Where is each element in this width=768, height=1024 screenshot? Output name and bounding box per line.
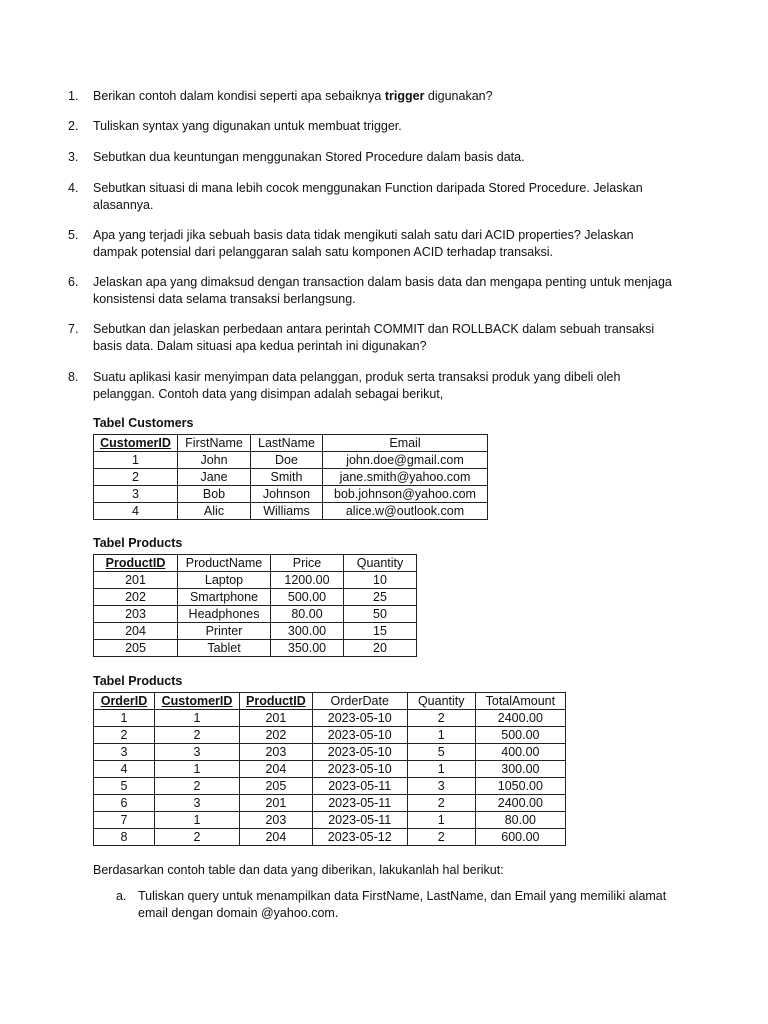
- products-table-caption: Tabel Products: [93, 536, 183, 550]
- table-cell: 1: [407, 761, 475, 778]
- instruction-text: Berdasarkan contoh table dan data yang diberikan, lakukanlah hal berikut:: [93, 863, 504, 877]
- table-cell: 5: [407, 744, 475, 761]
- table-cell: alice.w@outlook.com: [323, 503, 488, 520]
- question-number: 4.: [68, 181, 79, 195]
- column-header: Email: [323, 435, 488, 452]
- table-header-row: [94, 435, 488, 452]
- table-cell: 1: [407, 812, 475, 829]
- question-text: Tuliskan syntax yang digunakan untuk membuat trigger.: [93, 119, 402, 133]
- table-row: [94, 486, 488, 503]
- question-number: 5.: [68, 228, 79, 242]
- table-row: [94, 829, 566, 846]
- table-cell: 204: [240, 761, 313, 778]
- table-cell: 50: [344, 606, 417, 623]
- table-cell: 201: [94, 572, 178, 589]
- table-cell: john.doe@gmail.com: [323, 452, 488, 469]
- table-row: [94, 795, 566, 812]
- table-row: [94, 778, 566, 795]
- question-8: [68, 369, 673, 403]
- table-cell: Smith: [251, 469, 323, 486]
- table-cell: 205: [240, 778, 313, 795]
- table-cell: 2023-05-11: [312, 778, 407, 795]
- customers-table: [93, 434, 488, 520]
- table-cell: 20: [344, 640, 417, 657]
- table-cell: 10: [344, 572, 417, 589]
- table-cell: 5: [94, 778, 155, 795]
- customers-table-caption: Tabel Customers: [93, 416, 194, 430]
- column-header: FirstName: [178, 435, 251, 452]
- question-text: Jelaskan apa yang dimaksud dengan transaction dalam basis data dan mengapa penting untuk menjaga konsistensi data selama transaksi berlangsung.: [93, 275, 672, 306]
- table-cell: 3: [407, 778, 475, 795]
- table-cell: 15: [344, 623, 417, 640]
- question-text: Sebutkan dua keuntungan menggunakan Stored Procedure dalam basis data.: [93, 150, 525, 164]
- table-row: [94, 503, 488, 520]
- table-cell: 4: [94, 503, 178, 520]
- column-header: CustomerID: [94, 435, 178, 452]
- column-header: Price: [271, 555, 344, 572]
- table-cell: 2: [155, 727, 240, 744]
- table-cell: 2023-05-10: [312, 710, 407, 727]
- column-header: LastName: [251, 435, 323, 452]
- table-cell: 1: [94, 710, 155, 727]
- table-cell: 300.00: [475, 761, 565, 778]
- table-cell: 2023-05-10: [312, 744, 407, 761]
- table-cell: 205: [94, 640, 178, 657]
- subtask-label: a.: [116, 889, 127, 903]
- table-cell: 204: [240, 829, 313, 846]
- table-cell: 204: [94, 623, 178, 640]
- table-header-row: [94, 555, 417, 572]
- question-text: digunakan?: [424, 89, 493, 103]
- table-row: [94, 727, 566, 744]
- products-table: [93, 554, 417, 657]
- table-cell: 2: [407, 829, 475, 846]
- table-cell: 1: [155, 710, 240, 727]
- table-row: [94, 572, 417, 589]
- table-cell: 80.00: [475, 812, 565, 829]
- table-cell: 202: [240, 727, 313, 744]
- table-cell: 203: [240, 812, 313, 829]
- table-row: [94, 606, 417, 623]
- table-cell: 1: [155, 761, 240, 778]
- table-cell: Alic: [178, 503, 251, 520]
- table-cell: John: [178, 452, 251, 469]
- table-cell: 6: [94, 795, 155, 812]
- table-row: [94, 710, 566, 727]
- table-cell: 203: [240, 744, 313, 761]
- column-header: ProductID: [94, 555, 178, 572]
- table-cell: 1200.00: [271, 572, 344, 589]
- column-header: OrderDate: [312, 693, 407, 710]
- table-cell: Laptop: [178, 572, 271, 589]
- column-header: Quantity: [407, 693, 475, 710]
- question-2: [68, 118, 673, 135]
- table-cell: 201: [240, 795, 313, 812]
- table-row: [94, 640, 417, 657]
- table-cell: bob.johnson@yahoo.com: [323, 486, 488, 503]
- column-header: OrderID: [94, 693, 155, 710]
- question-number: 2.: [68, 119, 79, 133]
- column-header: TotalAmount: [475, 693, 565, 710]
- table-cell: 201: [240, 710, 313, 727]
- table-row: [94, 589, 417, 606]
- table-cell: 1: [407, 727, 475, 744]
- table-cell: 80.00: [271, 606, 344, 623]
- table-cell: 2023-05-11: [312, 795, 407, 812]
- table-cell: Headphones: [178, 606, 271, 623]
- table-cell: 2023-05-12: [312, 829, 407, 846]
- table-cell: 2023-05-10: [312, 761, 407, 778]
- table-cell: 500.00: [271, 589, 344, 606]
- table-cell: 2400.00: [475, 795, 565, 812]
- table-cell: Johnson: [251, 486, 323, 503]
- column-header: ProductName: [178, 555, 271, 572]
- question-7: [68, 321, 673, 355]
- question-text: Sebutkan situasi di mana lebih cocok menggunakan Function daripada Stored Procedure. Jelaskan alasannya.: [93, 181, 643, 212]
- table-cell: 3: [155, 795, 240, 812]
- table-cell: Doe: [251, 452, 323, 469]
- table-cell: 3: [94, 486, 178, 503]
- table-cell: 2: [94, 727, 155, 744]
- question-3: [68, 149, 673, 166]
- table-cell: Tablet: [178, 640, 271, 657]
- column-header: Quantity: [344, 555, 417, 572]
- table-cell: 203: [94, 606, 178, 623]
- subtask-a: [116, 888, 678, 922]
- question-number: 7.: [68, 322, 79, 336]
- table-cell: 8: [94, 829, 155, 846]
- table-row: [94, 469, 488, 486]
- question-text: Sebutkan dan jelaskan perbedaan antara perintah COMMIT dan ROLLBACK dalam sebuah transaksi basis data. Dalam situasi apa kedua perintah ini digunakan?: [93, 322, 655, 353]
- table-cell: 3: [155, 744, 240, 761]
- column-header: CustomerID: [155, 693, 240, 710]
- table-cell: 500.00: [475, 727, 565, 744]
- table-cell: 1: [155, 812, 240, 829]
- table-cell: 2023-05-11: [312, 812, 407, 829]
- orders-table-caption: Tabel Products: [93, 674, 183, 688]
- table-row: [94, 623, 417, 640]
- table-cell: 1: [94, 452, 178, 469]
- table-cell: 4: [94, 761, 155, 778]
- question-keyword: trigger: [384, 89, 425, 103]
- table-cell: jane.smith@yahoo.com: [323, 469, 488, 486]
- table-cell: Williams: [251, 503, 323, 520]
- table-cell: 2: [155, 829, 240, 846]
- table-cell: 2400.00: [475, 710, 565, 727]
- table-cell: 2: [155, 778, 240, 795]
- question-number: 3.: [68, 150, 79, 164]
- table-cell: 300.00: [271, 623, 344, 640]
- table-cell: 25: [344, 589, 417, 606]
- table-cell: 3: [94, 744, 155, 761]
- question-4: [68, 180, 673, 214]
- table-cell: 1050.00: [475, 778, 565, 795]
- table-cell: 2023-05-10: [312, 727, 407, 744]
- question-1: [68, 88, 673, 105]
- table-row: [94, 744, 566, 761]
- table-cell: 2: [94, 469, 178, 486]
- table-cell: 600.00: [475, 829, 565, 846]
- table-cell: Bob: [178, 486, 251, 503]
- question-6: [68, 274, 673, 308]
- question-number: 6.: [68, 275, 79, 289]
- orders-table: [93, 692, 566, 846]
- table-row: [94, 452, 488, 469]
- question-5: [68, 227, 673, 261]
- table-cell: 2: [407, 710, 475, 727]
- question-text: Suatu aplikasi kasir menyimpan data pelanggan, produk serta transaksi produk yang dibeli oleh pelanggan. Contoh data yang disimpan adalah sebagai berikut,: [93, 370, 621, 401]
- table-cell: 350.00: [271, 640, 344, 657]
- question-text: Berikan contoh dalam kondisi seperti apa sebaiknya: [93, 89, 385, 103]
- column-header: ProductID: [240, 693, 313, 710]
- table-cell: Smartphone: [178, 589, 271, 606]
- table-cell: 202: [94, 589, 178, 606]
- question-text: Apa yang terjadi jika sebuah basis data tidak mengikuti salah satu dari ACID properties? Jelaskan dampak potensial dari pelanggaran salah satu komponen ACID terhadap transaksi.: [93, 228, 634, 259]
- subtask-text: Tuliskan query untuk menampilkan data FirstName, LastName, dan Email yang memiliki alamat email dengan domain @yahoo.com.: [138, 889, 667, 920]
- table-cell: Printer: [178, 623, 271, 640]
- table-cell: Jane: [178, 469, 251, 486]
- table-cell: 400.00: [475, 744, 565, 761]
- question-number: 8.: [68, 370, 79, 384]
- table-cell: 7: [94, 812, 155, 829]
- table-row: [94, 812, 566, 829]
- table-header-row: [94, 693, 566, 710]
- question-number: 1.: [68, 89, 79, 103]
- table-row: [94, 761, 566, 778]
- table-cell: 2: [407, 795, 475, 812]
